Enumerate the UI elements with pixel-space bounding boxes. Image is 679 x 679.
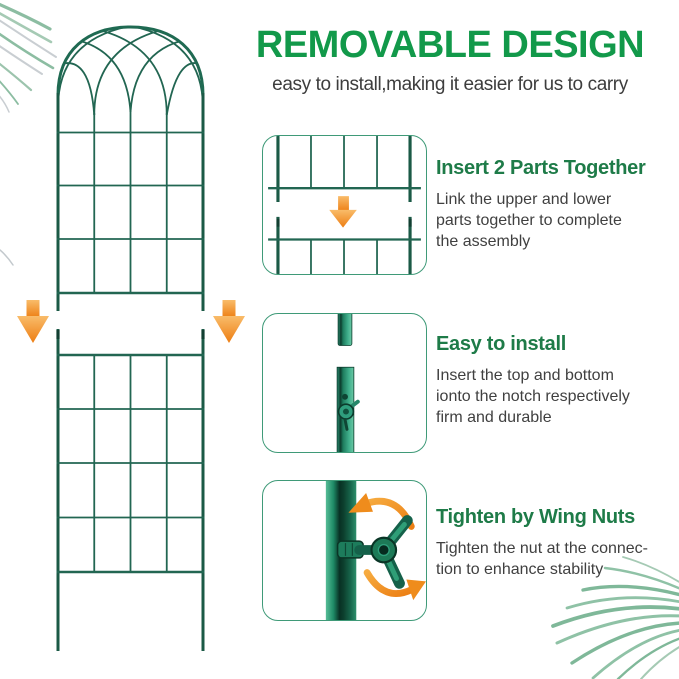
page-subtitle: easy to install,making it easier for us to carry: [272, 74, 628, 95]
down-arrow-icon: [17, 300, 49, 343]
panel-pole-notch: [262, 313, 427, 453]
feature-wing-nuts: [436, 506, 674, 580]
feature-easy-install: [436, 333, 674, 428]
feature-body: Tighten the nut at the connec- tion to enhance stability: [436, 540, 648, 578]
trellis-illustration: [0, 0, 260, 679]
arch-tracery: [58, 26, 203, 115]
page-title: REMOVABLE DESIGN: [255, 24, 645, 66]
feature-insert-parts: [436, 157, 674, 252]
notch-connector-right: [201, 330, 204, 339]
notch-connector-left: [56, 330, 59, 339]
feature-heading: Easy to install: [436, 333, 566, 355]
feature-heading: Tighten by Wing Nuts: [436, 506, 635, 528]
trellis-lower-grid: [57, 355, 205, 572]
feature-body: Link the upper and lower parts together to complete the assembly: [436, 191, 622, 250]
panel-insert-parts: [262, 135, 427, 275]
feature-heading: Insert 2 Parts Together: [436, 157, 646, 179]
trellis-connection-graphic: [263, 136, 426, 274]
wing-nut-graphic: [263, 481, 426, 620]
down-arrow-icon: [213, 300, 245, 343]
feature-body: Insert the top and bottom ionto the notch respectively firm and durable: [436, 367, 630, 426]
header: [228, 24, 672, 96]
panel-wing-nut: [262, 480, 427, 621]
trellis-upper-grid: [57, 110, 205, 293]
pole-notch-graphic: [263, 314, 426, 452]
down-arrow-icon: [329, 196, 357, 228]
